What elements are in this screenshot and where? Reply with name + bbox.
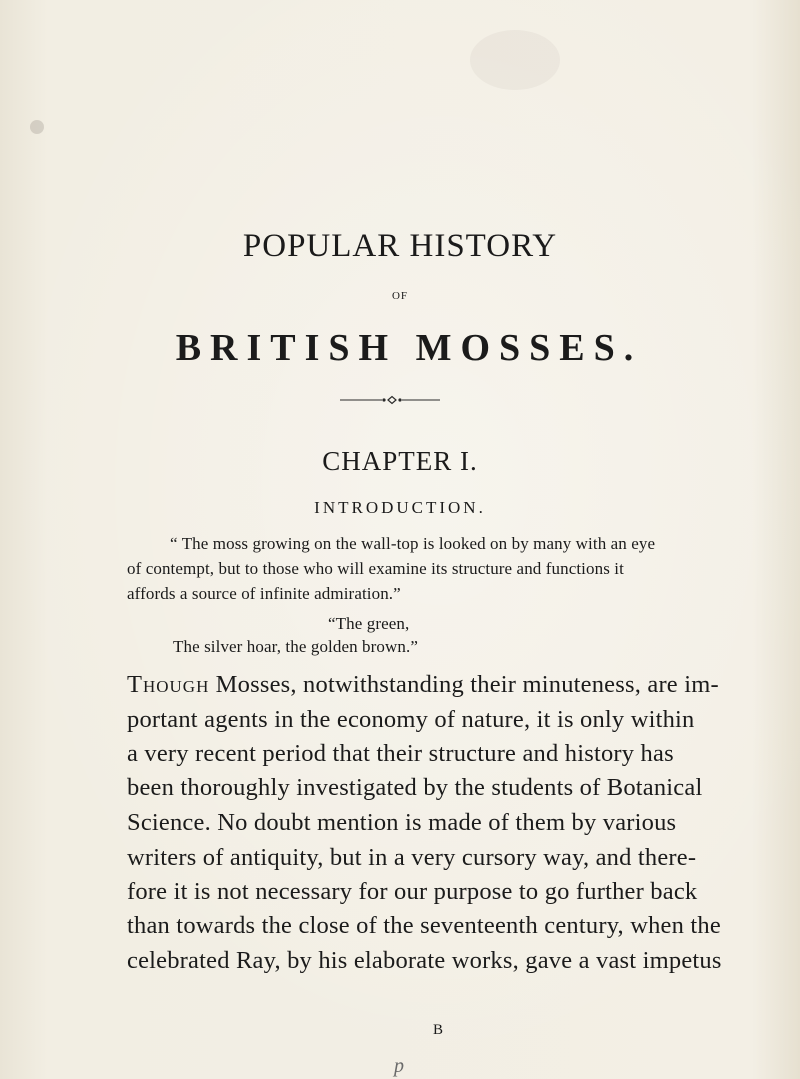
chapter-heading: CHAPTER I. (322, 446, 478, 476)
paper-spot (30, 120, 44, 134)
body-line: been thoroughly investigated by the students of Botanical (127, 774, 703, 801)
signature-mark: B (433, 1022, 444, 1038)
chapter-subtitle: INTRODUCTION. (314, 498, 486, 517)
book-title-of: OF (391, 290, 409, 302)
book-title-line1: POPULAR HISTORY (242, 228, 558, 264)
body-first-line-rest: Mosses, notwithstanding their minuteness, are im- (209, 671, 719, 698)
body-line: a very recent period that their structure and history has (127, 740, 674, 767)
body-line: than towards the close of the seventeenth century, when the (127, 912, 721, 939)
book-title-line2: BRITISH MOSSES. (175, 327, 643, 369)
paper-stain (470, 30, 560, 90)
body-line: Science. No doubt mention is made of them by various (127, 809, 677, 836)
epigraph-line: The silver hoar, the golden brown.” (173, 637, 418, 656)
epigraph-line: “ The moss growing on the wall-top is looked on by many with an eye (170, 534, 656, 553)
epigraph-line: affords a source of infinite admiration.” (127, 584, 401, 603)
body-line: portant agents in the economy of nature, it is only within (127, 706, 695, 733)
body-line-first (127, 671, 719, 699)
epigraph-line: “The green, (328, 614, 410, 633)
ornament-rule-icon (340, 395, 440, 405)
body-line: fore it is not necessary for our purpose to go further back (127, 878, 698, 905)
body-line: celebrated Ray, by his elaborate works, gave a vast impetus (127, 947, 722, 974)
pencil-annotation: p (394, 1055, 404, 1077)
body-line: writers of antiquity, but in a very cursory way, and there- (127, 844, 697, 871)
body-first-word: Though (127, 671, 210, 698)
epigraph-line: of contempt, but to those who will examine its structure and functions it (127, 559, 624, 578)
